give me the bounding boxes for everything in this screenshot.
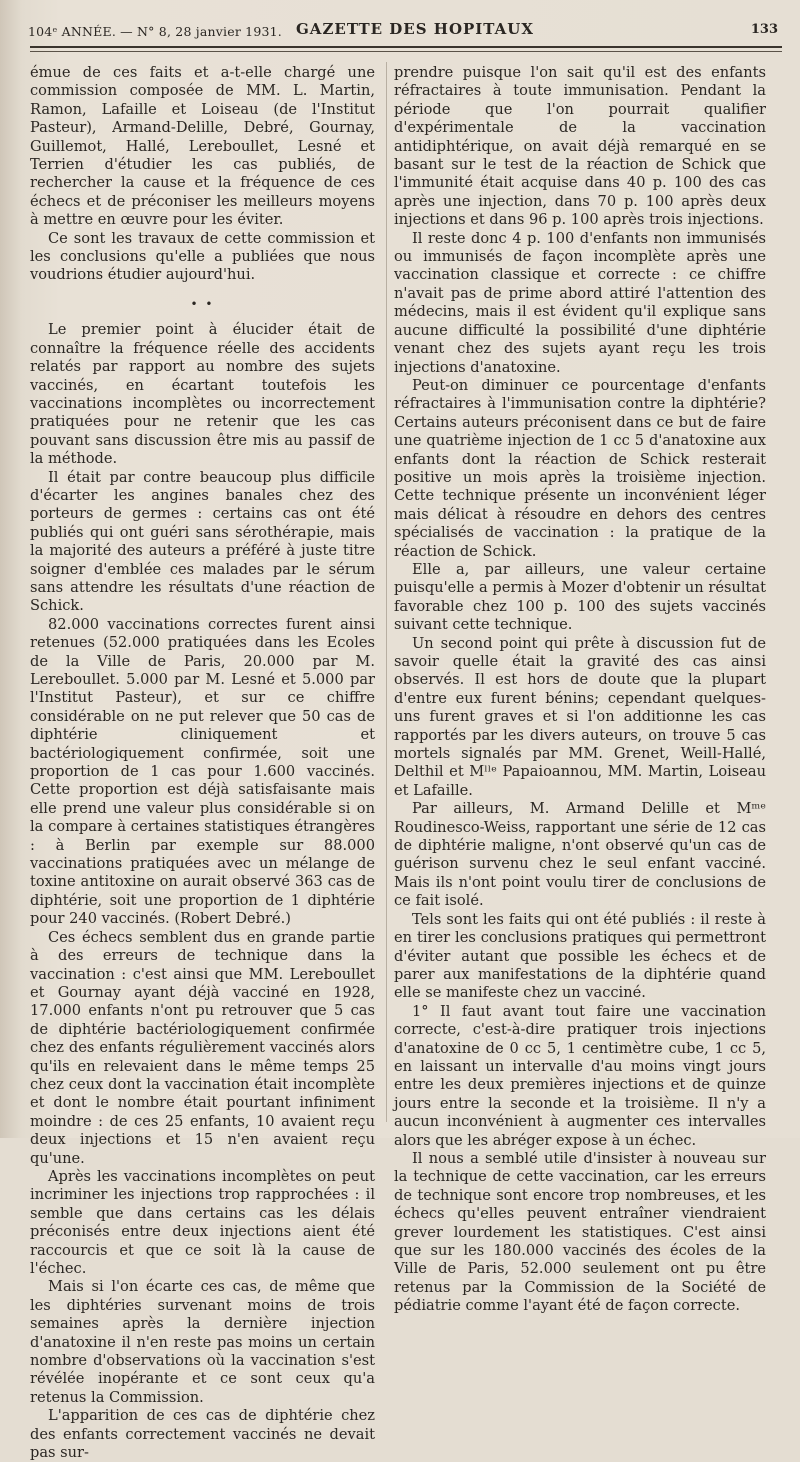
- running-header: [28, 20, 784, 42]
- paragraph: Ces échecs semblent dus en grande partie à des erreurs de technique dans la vaccination : c'est ainsi que MM. Lereboullet et Gournay ayant déjà vacciné en 1928, 17.000 enfants n'ont pu retrouver que 5 cas de diphtérie bactériologiquement confirmée chez des enfants régulièrement vaccinés alors qu'ils en relevaient dans le même temps 25 chez ceux dont la vaccination était incomplète et dont le nombre était pourtant infiniment moindre : de ces 25 enfants, 10 avaient reçu deux injections et 15 n'en avaient reçu qu'une.: [30, 928, 375, 1167]
- section-asterism: • •: [190, 296, 215, 311]
- journal-title: GAZETTE DES HOPITAUX: [296, 20, 535, 38]
- paragraph: Peut-on diminuer ce pourcentage d'enfants réfractaires à l'immunisation contre la diphtérie? Certains auteurs préconisent dans ce but de faire une quatrième injection de 1 cc 5 d'anatoxine aux enfants dont la réaction de Schick resterait positive un mois après la troisième injection. Cette technique présente un inconvénient léger mais délicat à résoudre en dehors des centres spécialisés de vaccination : la pratique de la réaction de Schick.: [394, 376, 766, 560]
- issue-info: 104ᵉ ANNÉE. — N° 8, 28 janvier 1931.: [28, 24, 282, 39]
- paragraph: Il nous a semblé utile d'insister à nouveau sur la technique de cette vaccination, car les erreurs de technique sont encore trop nombreuses, et les échecs qu'elles peuvent entraîner viendraient grever lourdement les statistiques. C'est ainsi que sur les 180.000 vaccinés des écoles de la Ville de Paris, 52.000 seulement ont pu être retenus par la Commission de la Société de pédiatrie comme l'ayant été de façon correcte.: [394, 1149, 766, 1315]
- paragraph: Elle a, par ailleurs, une valeur certaine puisqu'elle a permis à Mozer d'obtenir un résultat favorable chez 100 p. 100 des sujets vaccinés suivant cette technique.: [394, 560, 766, 634]
- paragraph: Le premier point à élucider était de connaître la fréquence réelle des accidents relatés par rapport au nombre des sujets vaccinés, en écartant toutefois les vaccinations incomplètes ou incorrectement pratiquées pour ne retenir que les cas pouvant sans discussion être mis au passif de la méthode.: [30, 321, 375, 468]
- paragraph: Ce sont les travaux de cette commission et les conclusions qu'elle a publiées que nous voudrions étudier aujourd'hui.: [30, 229, 375, 284]
- paragraph: Un second point qui prête à discussion fut de savoir quelle était la gravité des cas ainsi observés. Il est hors de doute que la plupart d'entre eux furent bénins; cependant quelques-uns furent graves et si l'on additionne les cas rapportés par les divers auteurs, on trouve 5 cas mortels signalés par MM. Grenet, Weill-Hallé, Delthil et Mˡˡᵉ Papaioannou, MM. Martin, Loiseau et Lafaille.: [394, 634, 766, 799]
- page-number: 133: [750, 22, 778, 37]
- paragraph: Tels sont les faits qui ont été publiés : il reste à en tirer les conclusions pratiques qui permettront d'éviter autant que possible les échecs et de parer aux manifestations de la diphtérie quand elle se manifeste chez un vacciné.: [394, 910, 766, 1002]
- column-divider: [386, 62, 387, 1122]
- left-column: [30, 64, 375, 1462]
- paragraph: Il était par contre beaucoup plus difficile d'écarter les angines banales chez des porteurs de germes : certains cas ont été publiés qui ont guéri sans sérothérapie, mais la majorité des auteurs a préféré à juste titre soigner d'emblée ces malades par le sérum sans attendre les résultats d'une réaction de Schick.: [30, 468, 375, 615]
- paragraph: 82.000 vaccinations correctes furent ainsi retenues (52.000 pratiquées dans les Ecoles de la Ville de Paris, 20.000 par M. Lereboullet. 5.000 par M. Lesné et 5.000 par l'Institut Pasteur), et sur ce chiffre considérable on ne put relever que 50 cas de diphtérie cliniquement et bactériologiquement confirmée, soit une proportion de 1 cas pour 1.600 vaccinés. Cette proportion est déjà satisfaisante mais elle prend une valeur plus considérable si on la compare à certaines statistiques étrangères : à Berlin par exemple sur 88.000 vaccinations pratiquées avec un mélange de toxine antitoxine on aurait observé 363 cas de diphtérie, soit une proportion de 1 diphtérie pour 240 vaccinés. (Robert Debré.): [30, 615, 375, 928]
- right-column: [394, 64, 766, 1316]
- header-rule: [30, 46, 782, 48]
- paragraph: L'apparition de ces cas de diphtérie chez des enfants correctement vaccinés ne devait pas sur-: [30, 1407, 375, 1462]
- paragraph: Mais si l'on écarte ces cas, de même que les diphtéries survenant moins de trois semaines après la dernière injection d'anatoxine il n'en reste pas moins un certain nombre d'observations où la vaccination s'est révélée inopérante et ce sont ceux qu'a retenus la Commission.: [30, 1278, 375, 1406]
- paragraph: émue de ces faits et a-t-elle chargé une commission composée de MM. L. Martin, Ramon, Lafaille et Loiseau (de l'Institut Pasteur), Armand-Delille, Debré, Gournay, Guillemot, Hallé, Lereboullet, Lesné et Terrien d'étudier les cas publiés, de rechercher la cause et la fréquence de ces échecs et de préconiser les meilleurs moyens à mettre en œuvre pour les éviter.: [30, 64, 375, 229]
- paragraph: prendre puisque l'on sait qu'il est des enfants réfractaires à toute immunisation. Pendant la période que l'on pourrait qualifier d'expérimentale de la vaccination antidiphtérique, on avait déjà remarqué en se basant sur le test de la réaction de Schick que l'immunité était acquise dans 40 p. 100 des cas après une injection, dans 70 p. 100 après deux injections et dans 96 p. 100 après trois injections.: [394, 64, 766, 229]
- paragraph: Il reste donc 4 p. 100 d'enfants non immunisés ou immunisés de façon incomplète après une vaccination classique et correcte : ce chiffre n'avait pas de prime abord attiré l'attention des médecins, mais il est évident qu'il explique sans aucune difficulté la possibilité d'une diphtérie venant chez des sujets ayant reçu les trois injections d'anatoxine.: [394, 229, 766, 376]
- paragraph: 1° Il faut avant tout faire une vaccination correcte, c'est-à-dire pratiquer trois injections d'anatoxine de 0 cc 5, 1 centimètre cube, 1 cc 5, en laissant un intervalle d'au moins vingt jours entre les deux premières injections et de quinze jours entre la seconde et la troisième. Il n'y a aucun inconvénient à augmenter ces intervalles alors que les abréger expose à un échec.: [394, 1002, 766, 1149]
- header-rule-thin: [30, 51, 782, 52]
- paragraph: Par ailleurs, M. Armand Delille et Mᵐᵉ Roudinesco-Weiss, rapportant une série de 12 cas de diphtérie maligne, n'ont observé qu'un cas de guérison survenu chez le seul enfant vacciné. Mais ils n'ont point voulu tirer de conclusions de ce fait isolé.: [394, 800, 766, 910]
- paragraph: Après les vaccinations incomplètes on peut incriminer les injections trop rapprochées : il semble que dans certains cas les délais préconisés entre deux injections aient été raccourcis et que ce soit là la cause de l'échec.: [30, 1167, 375, 1277]
